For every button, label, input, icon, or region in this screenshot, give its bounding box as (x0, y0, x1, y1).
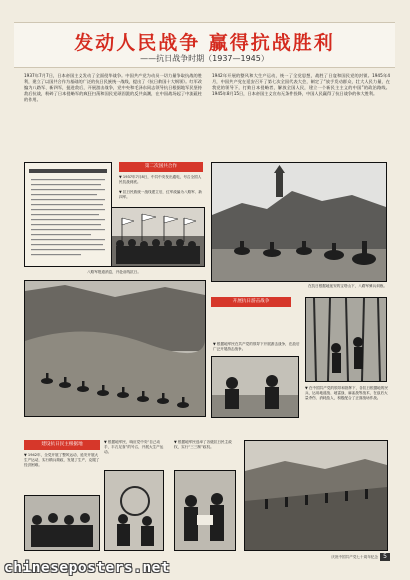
army-flags-image (112, 208, 204, 266)
caption-cooperation-3: 八路军报道消息，开赴前线抗日。 (87, 270, 141, 274)
production-field-image (245, 441, 387, 550)
caption-base-3: ▼ 根据地军民选举了各级抗日民主政权，实行“三三制”政权。 (174, 440, 232, 449)
header-banner (14, 22, 395, 68)
section-tag-guerrilla: 开展抗日游击战争 (211, 297, 291, 307)
caption-cooperation-2: ▼ 抗日民族统一战线建立后，红军改编为八路军、新四军。 (119, 190, 202, 199)
section-tag-base: 建设抗日民主根据地 (24, 440, 100, 450)
caption-base-2: ▼ 根据地军民，响应党中央“自己动手，丰衣足食”的号召，开展大生产运动。 (104, 440, 164, 454)
election-photo (174, 470, 236, 551)
document-photo (24, 162, 112, 267)
footer-note: 庆祝中国共产党七十周年纪念 (331, 555, 378, 559)
caption-cooperation-1: ▼ 1937年7月8日，中共中央发出通电，号召全国人民抗战到底。 (119, 175, 202, 184)
soldiers-sitting-image (212, 357, 298, 417)
forest-soldiers-photo (305, 297, 387, 382)
army-flags-photo (111, 207, 205, 267)
forest-soldiers-image (306, 298, 386, 381)
document-image (25, 163, 111, 266)
intro-text-left: 1937年7月7日，日本帝国主义发动了全面侵华战争。中国共产党为动员一切力量争取抗战的胜利，建立了以国共合作为基础的广泛的抗日民族统一战线，提出了《抗日救国十大纲领》。红军改编为八路军、新四军，挺进敌后，开展游击战争，党中央和毛泽东同志领导抗日根据地军民坚持敌后抗战，粉碎了日本侵略军的疯狂扫荡和国民党顽固派的反共高潮，在中国战场起了中流砥柱的作用。 (24, 73, 202, 102)
spinning-image (105, 471, 163, 550)
soldiers-sitting-photo (211, 356, 299, 418)
election-image (175, 471, 235, 550)
section-tag-cooperation: 第二次国共合作 (119, 162, 203, 172)
yanan-cavalry-photo (211, 162, 387, 282)
page-subtitle: ——抗日战争时期（1937—1945） (140, 54, 269, 63)
page-number: 5 (380, 553, 390, 561)
production-field-photo (244, 440, 388, 551)
guerrilla-cavalry-photo (24, 280, 206, 417)
guerrilla-cavalry-image (25, 281, 205, 416)
page-title: 发动人民战争 赢得抗战胜利 (74, 32, 335, 54)
watermark: chineseposters.net (4, 560, 171, 576)
caption-base-1: ▼ 1942年，全党开展了整风运动，延安开展大生产运动，实行精兵简政，发展了生产，克服了经济困难。 (24, 453, 100, 467)
yanan-cavalry-image (212, 163, 386, 281)
caption-guerrilla-1: ▼ 根据地军民在共产党的领导下开展游击战争，在敌后广泛开展游击战争。 (213, 342, 300, 351)
spinning-photo (104, 470, 164, 551)
caption-cooperation-4: 在抗日根据地延安的宝塔山下，八路军骑兵训练。 (307, 284, 387, 288)
caption-guerrilla-2: ▼ 在中国共产党的领导和指挥下，各抗日根据地的民兵，运用地道战、地雷战、麻雀战等战术，在敌后大量杀伤、消耗敌人，积极配合了正面战场作战。 (305, 386, 388, 400)
meeting-image (25, 496, 99, 550)
meeting-photo (24, 495, 100, 551)
intro-text-right: 1942年开展的整风和大生产运动，统一了全党思想，战胜了日寇和国民党的封锁。1945年4月，中国共产党在延安召开了第七次全国代表大会，制定了“放手发动群众，壮大人民力量，在我党的领导下，打败日本侵略者，解放全国人民，建立一个新民主主义的中国”的政治路线。1945年8月15日，日本帝国主义宣布无条件投降，中国人民赢得了抗日战争的伟大胜利。 (212, 73, 390, 96)
